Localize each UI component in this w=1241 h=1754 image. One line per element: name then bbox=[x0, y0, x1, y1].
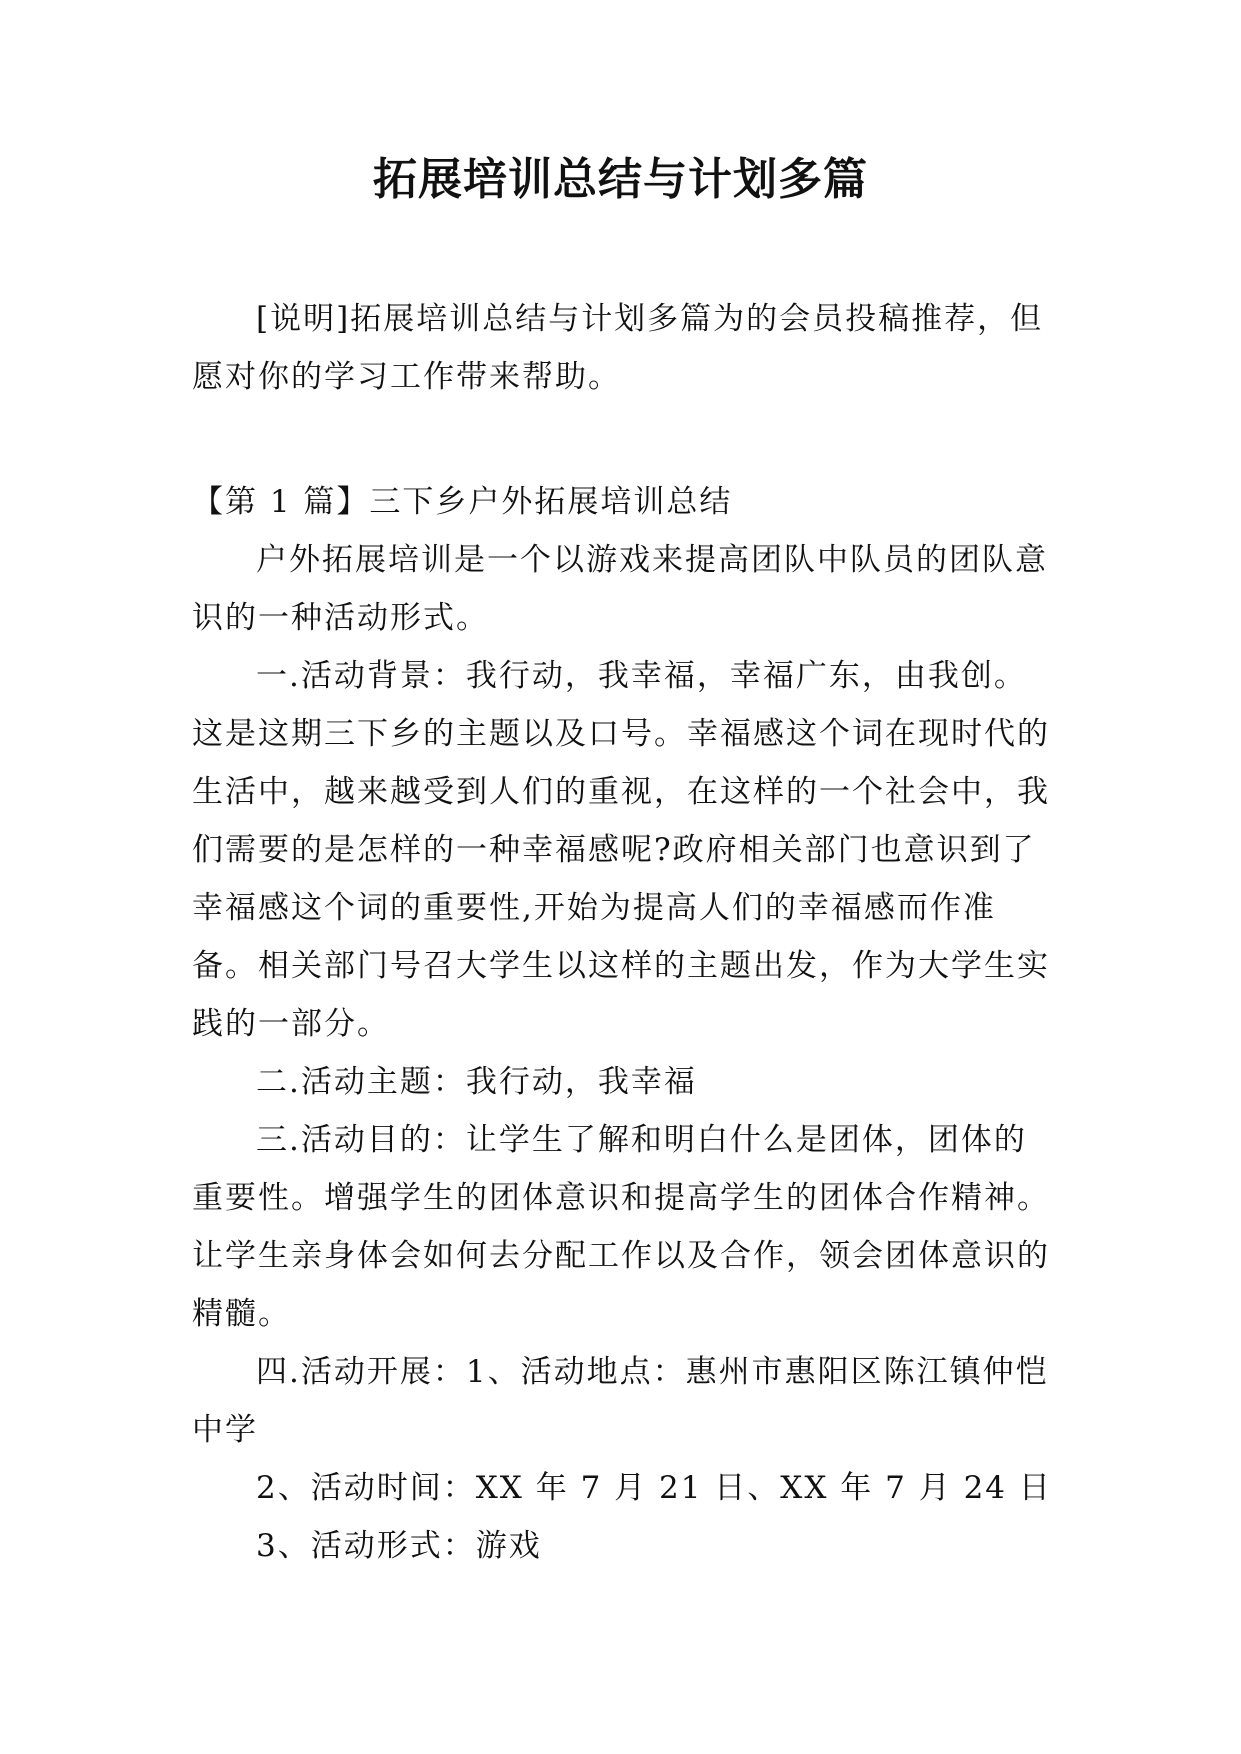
paragraph-time: 2、活动时间：XX 年 7 月 21 日、XX 年 7 月 24 日 bbox=[256, 1470, 1052, 1506]
paragraph-background: 一.活动背景：我行动，我幸福，幸福广东，由我创。这是这期三下乡的主题以及口号。幸福感这个词在现时代的生活中，越来越受到人们的重视，在这样的一个社会中，我们需要的是怎样的一种幸福感呢?政府相关部门也意识到了幸福感这个词的重要性,开始为提高人们的幸福感而作准备。相关部门号召大学生以这样的主题出发，作为大学生实践的一部分。 bbox=[192, 658, 1050, 1042]
paragraph-purpose: 三.活动目的：让学生了解和明白什么是团体，团体的重要性。增强学生的团体意识和提高学生的团体合作精神。让学生亲身体会如何去分配工作以及合作，领会团体意识的精髓。 bbox=[192, 1122, 1050, 1332]
paragraph-development: 四.活动开展：1、活动地点：惠州市惠阳区陈江镇仲恺中学 bbox=[192, 1354, 1049, 1448]
document-body bbox=[192, 290, 1052, 1575]
document-title: 拓展培训总结与计划多篇 bbox=[373, 154, 868, 205]
section-heading: 【第 1 篇】三下乡户外拓展培训总结 bbox=[192, 484, 733, 520]
paragraph-intro: 户外拓展培训是一个以游戏来提高团队中队员的团队意识的一种活动形式。 bbox=[192, 542, 1048, 636]
paragraph-theme: 二.活动主题：我行动，我幸福 bbox=[256, 1064, 697, 1100]
document-note: [说明]拓展培训总结与计划多篇为的会员投稿推荐，但愿对你的学习工作带来帮助。 bbox=[192, 301, 1044, 395]
paragraph-format: 3、活动形式：游戏 bbox=[256, 1528, 542, 1564]
spacer bbox=[192, 406, 1052, 473]
